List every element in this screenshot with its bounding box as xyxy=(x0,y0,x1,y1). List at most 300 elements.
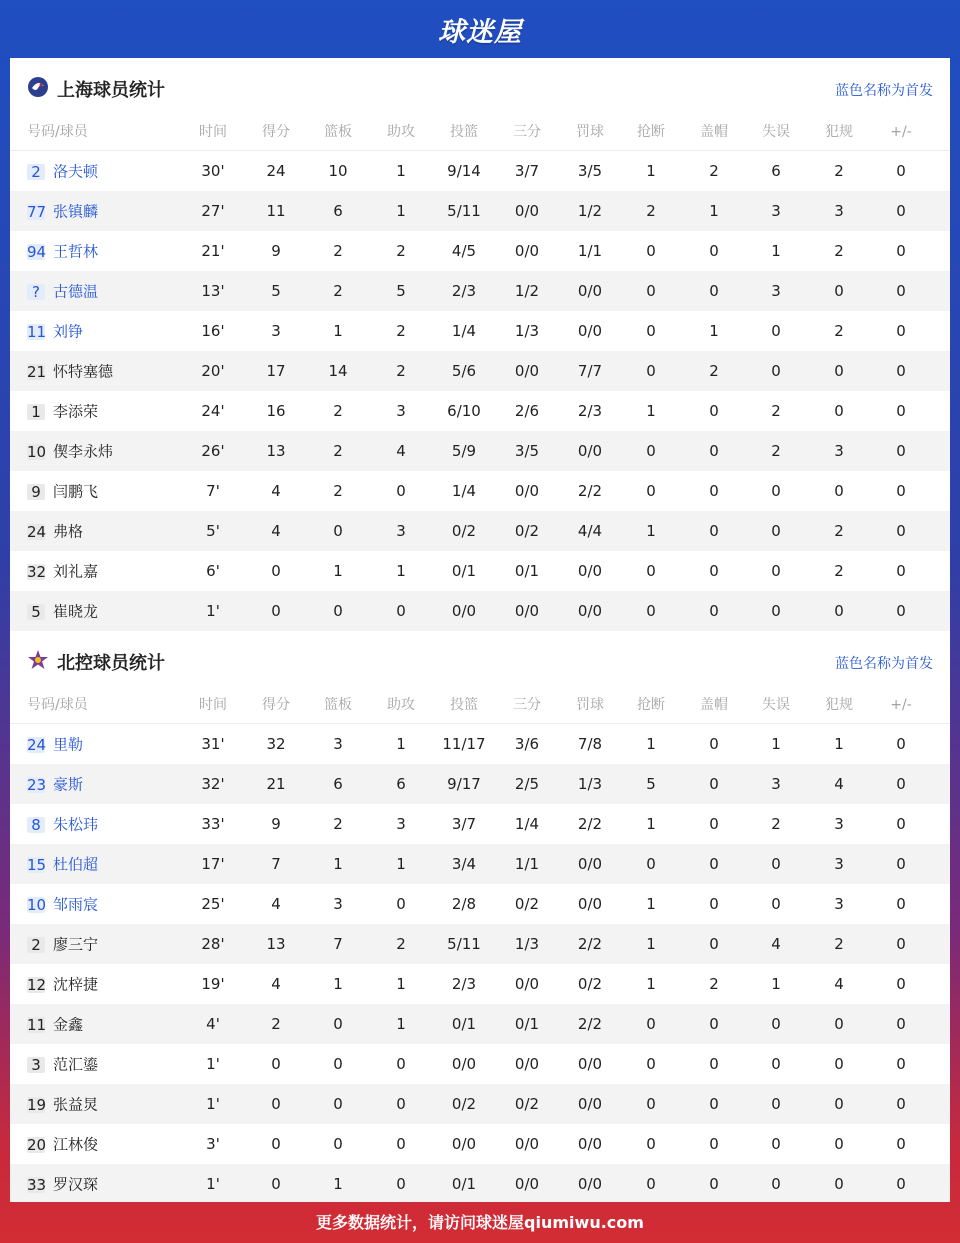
player-row[interactable] xyxy=(10,804,950,844)
player-row[interactable] xyxy=(10,551,950,591)
stat-steals: 1 xyxy=(646,935,656,953)
stat-points: 11 xyxy=(266,202,286,220)
stat-assists: 3 xyxy=(396,815,406,833)
stat-plus-minus: 0 xyxy=(896,322,906,340)
column-header-three-pointers: 三分 xyxy=(513,124,541,140)
stat-rebounds: 1 xyxy=(333,975,343,993)
jersey-number-badge: 11 xyxy=(27,322,47,341)
stat-three-pointers: 0/2 xyxy=(514,895,540,913)
stat-three-pointers: 0/0 xyxy=(514,975,540,993)
stat-rebounds: 1 xyxy=(333,322,343,340)
stat-plus-minus: 0 xyxy=(896,482,906,500)
player-cell[interactable] xyxy=(27,1084,187,1125)
stat-free-throws: 7/8 xyxy=(577,735,603,753)
stat-three-pointers: 2/5 xyxy=(514,775,540,793)
column-header-rebounds: 篮板 xyxy=(324,124,352,140)
player-cell[interactable] xyxy=(27,884,187,925)
player-row[interactable] xyxy=(10,884,950,924)
column-header-free-throws: 罚球 xyxy=(576,697,604,713)
stat-turnovers: 0 xyxy=(771,1055,781,1073)
stat-field-goals: 0/0 xyxy=(451,1135,477,1153)
player-row[interactable] xyxy=(10,1164,950,1202)
player-cell[interactable] xyxy=(27,511,187,552)
stat-steals: 2 xyxy=(646,202,656,220)
stat-three-pointers: 1/2 xyxy=(514,282,540,300)
stat-rebounds: 0 xyxy=(333,1135,343,1153)
stat-blocks: 0 xyxy=(709,1055,719,1073)
column-header-assists: 助攻 xyxy=(387,124,415,140)
stat-blocks: 2 xyxy=(709,162,719,180)
stat-turnovers: 0 xyxy=(771,895,781,913)
player-cell[interactable] xyxy=(27,431,187,472)
stat-assists: 6 xyxy=(396,775,406,793)
stat-assists: 0 xyxy=(396,602,406,620)
player-name-link[interactable]: 沈梓捷 xyxy=(53,975,99,994)
stat-assists: 1 xyxy=(396,975,406,993)
stat-points: 9 xyxy=(271,815,281,833)
stat-turnovers: 3 xyxy=(771,282,781,300)
stat-points: 0 xyxy=(271,562,281,580)
jersey-number-badge: 24 xyxy=(27,522,47,541)
player-cell[interactable] xyxy=(27,191,187,232)
player-name-link[interactable]: 朱松玮 xyxy=(53,815,99,834)
column-header-fouls: 犯规 xyxy=(825,124,853,140)
player-name-link[interactable]: 怀特塞德 xyxy=(53,362,114,381)
footer-banner[interactable]: 更多数据统计，请访问球迷屋qiumiwu.com xyxy=(316,1213,644,1232)
stat-assists: 3 xyxy=(396,402,406,420)
stat-three-pointers: 2/6 xyxy=(514,402,540,420)
player-row[interactable] xyxy=(10,1004,950,1044)
stat-assists: 2 xyxy=(396,362,406,380)
stat-field-goals: 11/17 xyxy=(442,735,486,753)
stat-turnovers: 0 xyxy=(771,562,781,580)
column-header-turnovers: 失误 xyxy=(762,697,790,713)
player-name-link[interactable]: 闫鹏飞 xyxy=(53,482,99,501)
stat-steals: 5 xyxy=(646,775,656,793)
stat-free-throws: 0/0 xyxy=(577,602,603,620)
stat-minutes: 33' xyxy=(201,815,225,833)
stat-rebounds: 2 xyxy=(333,442,343,460)
stat-three-pointers: 0/0 xyxy=(514,1175,540,1193)
stat-plus-minus: 0 xyxy=(896,735,906,753)
player-row[interactable] xyxy=(10,511,950,551)
stat-blocks: 0 xyxy=(709,242,719,260)
stat-field-goals: 5/9 xyxy=(451,442,477,460)
stat-free-throws: 2/2 xyxy=(577,482,603,500)
jersey-number-badge: ? xyxy=(27,284,45,300)
stat-free-throws: 7/7 xyxy=(577,362,603,380)
stat-field-goals: 6/10 xyxy=(447,402,481,420)
stat-field-goals: 2/3 xyxy=(451,282,477,300)
stat-blocks: 0 xyxy=(709,602,719,620)
stat-rebounds: 2 xyxy=(333,282,343,300)
player-name-link[interactable]: 古德温 xyxy=(53,282,99,301)
jersey-number-badge: 77 xyxy=(27,202,47,221)
player-row[interactable] xyxy=(10,964,950,1004)
jersey-number-badge: 33 xyxy=(27,1175,47,1194)
stat-fouls: 4 xyxy=(834,775,844,793)
stat-blocks: 0 xyxy=(709,1175,719,1193)
stat-fouls: 3 xyxy=(834,855,844,873)
stat-points: 4 xyxy=(271,482,281,500)
stat-blocks: 0 xyxy=(709,735,719,753)
stat-turnovers: 0 xyxy=(771,1015,781,1033)
jersey-number-badge: 11 xyxy=(27,1015,47,1034)
stat-fouls: 0 xyxy=(834,1015,844,1033)
stat-three-pointers: 0/1 xyxy=(514,1015,540,1033)
stat-free-throws: 0/0 xyxy=(577,895,603,913)
stat-free-throws: 2/3 xyxy=(577,402,603,420)
stat-plus-minus: 0 xyxy=(896,1055,906,1073)
stat-steals: 0 xyxy=(646,242,656,260)
stat-assists: 2 xyxy=(396,935,406,953)
stat-points: 17 xyxy=(266,362,286,380)
player-name-link[interactable]: 邹雨宸 xyxy=(53,895,99,914)
jersey-number-badge: 23 xyxy=(27,775,47,794)
player-row[interactable] xyxy=(10,764,950,804)
column-header-minutes: 时间 xyxy=(199,697,227,713)
stat-plus-minus: 0 xyxy=(896,362,906,380)
beikong-team-logo-icon xyxy=(27,649,49,671)
player-cell[interactable] xyxy=(27,1004,187,1045)
player-row[interactable] xyxy=(10,1044,950,1084)
stat-fouls: 4 xyxy=(834,975,844,993)
stat-steals: 0 xyxy=(646,362,656,380)
stat-points: 0 xyxy=(271,1175,281,1193)
stat-field-goals: 0/1 xyxy=(451,1175,477,1193)
stat-minutes: 1' xyxy=(206,1175,220,1193)
stat-minutes: 1' xyxy=(206,602,220,620)
stat-three-pointers: 0/0 xyxy=(514,602,540,620)
stat-steals: 0 xyxy=(646,855,656,873)
stat-field-goals: 5/11 xyxy=(447,935,481,953)
stat-field-goals: 2/3 xyxy=(451,975,477,993)
stat-points: 3 xyxy=(271,322,281,340)
player-name-link[interactable]: 豪斯 xyxy=(53,775,84,794)
player-name-link[interactable]: 洛夫顿 xyxy=(53,162,99,181)
player-name-link[interactable]: 杜伯超 xyxy=(53,855,99,874)
player-cell[interactable] xyxy=(27,151,187,192)
column-header-plus-minus: +/- xyxy=(890,124,912,140)
stat-minutes: 1' xyxy=(206,1055,220,1073)
jersey-number-badge: 8 xyxy=(27,817,45,833)
stat-assists: 1 xyxy=(396,162,406,180)
stat-assists: 1 xyxy=(396,1015,406,1033)
stat-rebounds: 0 xyxy=(333,1055,343,1073)
column-header-free-throws: 罚球 xyxy=(576,124,604,140)
stat-plus-minus: 0 xyxy=(896,895,906,913)
stat-steals: 0 xyxy=(646,282,656,300)
player-cell[interactable] xyxy=(27,1164,187,1202)
player-row[interactable] xyxy=(10,231,950,271)
player-row[interactable] xyxy=(10,724,950,764)
stat-steals: 0 xyxy=(646,1055,656,1073)
stat-plus-minus: 0 xyxy=(896,855,906,873)
starter-legend: 蓝色名称为首发 xyxy=(835,83,933,99)
stat-points: 5 xyxy=(271,282,281,300)
player-name-link[interactable]: 弗格 xyxy=(53,522,84,541)
column-header-steals: 抢断 xyxy=(637,124,665,140)
jersey-number-badge: 10 xyxy=(27,442,47,461)
stat-minutes: 31' xyxy=(201,735,225,753)
stat-free-throws: 0/0 xyxy=(577,282,603,300)
stat-assists: 0 xyxy=(396,1095,406,1113)
player-name-link[interactable]: 里勒 xyxy=(53,735,84,754)
stat-fouls: 2 xyxy=(834,935,844,953)
stat-plus-minus: 0 xyxy=(896,282,906,300)
stat-turnovers: 4 xyxy=(771,935,781,953)
stat-turnovers: 0 xyxy=(771,482,781,500)
player-name-link[interactable]: 廖三宁 xyxy=(53,935,99,954)
stat-points: 13 xyxy=(266,442,286,460)
player-cell[interactable] xyxy=(27,1124,187,1165)
player-cell[interactable] xyxy=(27,924,187,965)
stat-plus-minus: 0 xyxy=(896,442,906,460)
player-row[interactable] xyxy=(10,431,950,471)
player-cell[interactable] xyxy=(27,471,187,512)
stat-three-pointers: 1/3 xyxy=(514,322,540,340)
stat-minutes: 16' xyxy=(201,322,225,340)
stat-free-throws: 0/0 xyxy=(577,1175,603,1193)
stat-free-throws: 2/2 xyxy=(577,815,603,833)
stat-field-goals: 9/14 xyxy=(447,162,481,180)
stat-steals: 0 xyxy=(646,442,656,460)
stat-plus-minus: 0 xyxy=(896,602,906,620)
player-cell[interactable] xyxy=(27,271,187,312)
stat-fouls: 2 xyxy=(834,562,844,580)
stat-points: 0 xyxy=(271,602,281,620)
stat-minutes: 7' xyxy=(206,482,220,500)
column-header-player: 号码/球员 xyxy=(27,124,88,140)
stat-fouls: 0 xyxy=(834,602,844,620)
player-row[interactable] xyxy=(10,391,950,431)
player-cell[interactable] xyxy=(27,844,187,885)
column-headers xyxy=(10,118,950,151)
stat-three-pointers: 1/4 xyxy=(514,815,540,833)
stat-turnovers: 0 xyxy=(771,855,781,873)
column-header-three-pointers: 三分 xyxy=(513,697,541,713)
player-cell[interactable] xyxy=(27,764,187,805)
player-row[interactable] xyxy=(10,591,950,631)
stat-assists: 0 xyxy=(396,482,406,500)
player-name-link[interactable]: 王哲林 xyxy=(53,242,99,261)
stat-field-goals: 0/2 xyxy=(451,522,477,540)
player-cell[interactable] xyxy=(27,551,187,592)
jersey-number-badge: 19 xyxy=(27,1095,47,1114)
stat-minutes: 1' xyxy=(206,1095,220,1113)
stat-three-pointers: 0/0 xyxy=(514,1135,540,1153)
column-header-field-goals: 投篮 xyxy=(450,697,478,713)
player-cell[interactable] xyxy=(27,724,187,765)
stat-fouls: 0 xyxy=(834,402,844,420)
player-name-link[interactable]: 江林俊 xyxy=(53,1135,99,1154)
stat-minutes: 30' xyxy=(201,162,225,180)
team-header xyxy=(10,58,950,118)
stat-minutes: 6' xyxy=(206,562,220,580)
jersey-number-badge: 10 xyxy=(27,895,47,914)
stat-turnovers: 1 xyxy=(771,242,781,260)
column-header-blocks: 盖帽 xyxy=(700,697,728,713)
stat-steals: 0 xyxy=(646,1015,656,1033)
jersey-number-badge: 3 xyxy=(27,1057,45,1073)
player-name-link[interactable]: 刘礼嘉 xyxy=(53,562,99,581)
stat-rebounds: 0 xyxy=(333,602,343,620)
player-name-link[interactable]: 李添荣 xyxy=(53,402,99,421)
stat-plus-minus: 0 xyxy=(896,162,906,180)
stat-field-goals: 0/2 xyxy=(451,1095,477,1113)
stat-three-pointers: 0/1 xyxy=(514,562,540,580)
stat-free-throws: 0/0 xyxy=(577,322,603,340)
player-row[interactable] xyxy=(10,271,950,311)
stat-field-goals: 2/8 xyxy=(451,895,477,913)
stat-blocks: 0 xyxy=(709,1095,719,1113)
stat-steals: 1 xyxy=(646,895,656,913)
stat-free-throws: 0/0 xyxy=(577,1055,603,1073)
stat-assists: 2 xyxy=(396,242,406,260)
player-row[interactable] xyxy=(10,191,950,231)
stat-field-goals: 3/4 xyxy=(451,855,477,873)
stat-plus-minus: 0 xyxy=(896,522,906,540)
player-row[interactable] xyxy=(10,924,950,964)
stat-points: 16 xyxy=(266,402,286,420)
player-cell[interactable] xyxy=(27,1044,187,1085)
stat-points: 4 xyxy=(271,895,281,913)
shanghai-team-logo-icon xyxy=(27,76,49,98)
stat-fouls: 0 xyxy=(834,362,844,380)
player-name-link[interactable]: 偰李永炜 xyxy=(53,442,114,461)
stat-turnovers: 0 xyxy=(771,322,781,340)
player-row[interactable] xyxy=(10,351,950,391)
player-cell[interactable] xyxy=(27,804,187,845)
player-name-link[interactable]: 崔晓龙 xyxy=(53,602,99,621)
stat-minutes: 19' xyxy=(201,975,225,993)
stat-plus-minus: 0 xyxy=(896,935,906,953)
player-row[interactable] xyxy=(10,471,950,511)
stat-points: 4 xyxy=(271,975,281,993)
player-cell[interactable] xyxy=(27,964,187,1005)
brand-logo: 球迷屋 xyxy=(438,17,522,48)
column-header-plus-minus: +/- xyxy=(890,697,912,713)
stat-field-goals: 0/0 xyxy=(451,602,477,620)
stat-minutes: 25' xyxy=(201,895,225,913)
player-name-link[interactable]: 张镇麟 xyxy=(53,202,99,221)
stat-steals: 0 xyxy=(646,1095,656,1113)
stat-blocks: 0 xyxy=(709,895,719,913)
player-row[interactable] xyxy=(10,1084,950,1124)
stat-plus-minus: 0 xyxy=(896,815,906,833)
stat-steals: 1 xyxy=(646,162,656,180)
column-header-blocks: 盖帽 xyxy=(700,124,728,140)
stat-steals: 0 xyxy=(646,602,656,620)
player-name-link[interactable]: 张益炅 xyxy=(53,1095,99,1114)
team-title: 上海球员统计 xyxy=(57,80,165,101)
stat-turnovers: 0 xyxy=(771,1095,781,1113)
brand-header xyxy=(0,0,960,58)
stat-points: 24 xyxy=(266,162,286,180)
column-header-points: 得分 xyxy=(262,697,290,713)
stat-steals: 0 xyxy=(646,322,656,340)
stat-assists: 0 xyxy=(396,1135,406,1153)
stat-steals: 0 xyxy=(646,562,656,580)
stat-blocks: 0 xyxy=(709,562,719,580)
stat-assists: 4 xyxy=(396,442,406,460)
player-row[interactable] xyxy=(10,311,950,351)
stat-minutes: 21' xyxy=(201,242,225,260)
stat-fouls: 2 xyxy=(834,322,844,340)
stat-minutes: 20' xyxy=(201,362,225,380)
stat-rebounds: 1 xyxy=(333,855,343,873)
jersey-number-badge: 24 xyxy=(27,735,47,754)
stat-assists: 0 xyxy=(396,1175,406,1193)
stat-blocks: 1 xyxy=(709,202,719,220)
stat-blocks: 2 xyxy=(709,362,719,380)
stat-minutes: 32' xyxy=(201,775,225,793)
player-row[interactable] xyxy=(10,1124,950,1164)
stat-minutes: 4' xyxy=(206,1015,220,1033)
stat-assists: 2 xyxy=(396,322,406,340)
stat-blocks: 0 xyxy=(709,935,719,953)
stat-rebounds: 1 xyxy=(333,562,343,580)
player-cell[interactable] xyxy=(27,351,187,392)
stat-three-pointers: 1/3 xyxy=(514,935,540,953)
jersey-number-badge: 20 xyxy=(27,1135,47,1154)
stat-assists: 1 xyxy=(396,202,406,220)
player-name-link[interactable]: 金鑫 xyxy=(53,1015,84,1034)
column-header-minutes: 时间 xyxy=(199,124,227,140)
stat-plus-minus: 0 xyxy=(896,1135,906,1153)
stat-points: 0 xyxy=(271,1135,281,1153)
stat-turnovers: 3 xyxy=(771,202,781,220)
player-cell[interactable] xyxy=(27,391,187,432)
stat-turnovers: 2 xyxy=(771,815,781,833)
stat-three-pointers: 0/2 xyxy=(514,1095,540,1113)
jersey-number-badge: 94 xyxy=(27,242,47,261)
player-name-link[interactable]: 罗汉琛 xyxy=(53,1175,99,1194)
team-title: 北控球员统计 xyxy=(57,653,165,674)
stat-field-goals: 1/4 xyxy=(451,482,477,500)
stat-blocks: 0 xyxy=(709,855,719,873)
stat-points: 21 xyxy=(266,775,286,793)
player-cell[interactable] xyxy=(27,231,187,272)
player-name-link[interactable]: 刘铮 xyxy=(53,322,84,341)
jersey-number-badge: 15 xyxy=(27,855,47,874)
stat-steals: 0 xyxy=(646,482,656,500)
stat-fouls: 3 xyxy=(834,442,844,460)
stat-field-goals: 1/4 xyxy=(451,322,477,340)
stat-free-throws: 2/2 xyxy=(577,935,603,953)
stat-free-throws: 0/0 xyxy=(577,562,603,580)
player-cell[interactable] xyxy=(27,311,187,352)
stat-field-goals: 0/1 xyxy=(451,562,477,580)
jersey-number-badge: 32 xyxy=(27,562,47,581)
stat-minutes: 17' xyxy=(201,855,225,873)
column-header-rebounds: 篮板 xyxy=(324,697,352,713)
player-cell[interactable] xyxy=(27,591,187,632)
stat-fouls: 2 xyxy=(834,162,844,180)
jersey-number-badge: 2 xyxy=(27,164,45,180)
player-row[interactable] xyxy=(10,151,950,191)
stat-minutes: 3' xyxy=(206,1135,220,1153)
player-name-link[interactable]: 范汇鎏 xyxy=(53,1055,99,1074)
player-row[interactable] xyxy=(10,844,950,884)
stat-field-goals: 0/0 xyxy=(451,1055,477,1073)
stat-rebounds: 0 xyxy=(333,522,343,540)
stat-plus-minus: 0 xyxy=(896,402,906,420)
jersey-number-badge: 5 xyxy=(27,604,45,620)
stat-steals: 0 xyxy=(646,1175,656,1193)
stat-assists: 0 xyxy=(396,1055,406,1073)
stat-three-pointers: 3/7 xyxy=(514,162,540,180)
